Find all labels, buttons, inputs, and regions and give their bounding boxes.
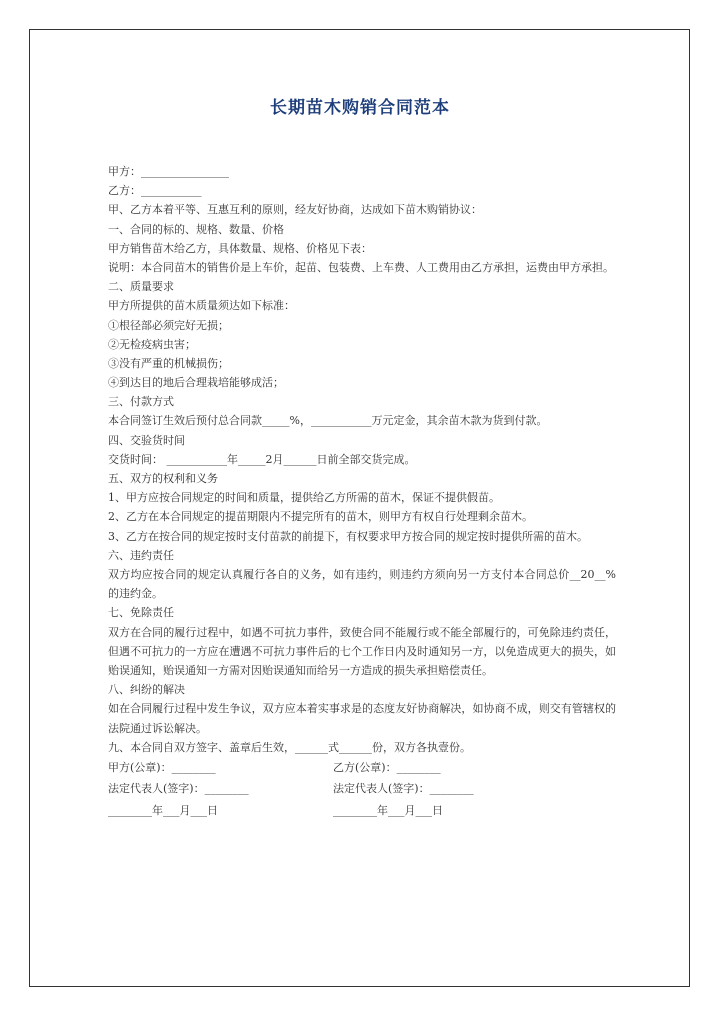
price-note: 说明：本合同苗木的销售价是上车价，起苗、包装费、上车费、人工费用由乙方承担，运费由甲方承担。: [108, 260, 614, 274]
representative-row: [108, 778, 616, 800]
payment-terms: 本合同签订生效后预付总合同款_____%，___________万元定金，其余苗木款为货到付款。: [108, 414, 548, 428]
document-title: 长期苗木购销合同范本: [270, 98, 450, 118]
quality-item-1: ①根径部必须完好无损；: [108, 318, 229, 332]
party-b-seal: 乙方(公章)：________: [333, 760, 441, 774]
dispute-text: 如在合同履行过程中发生争议，双方应本着实事求是的态度友好协商解决，如协商不成，则交有管辖权的法院通过诉讼解决。: [108, 702, 616, 735]
force-majeure-text: 双方在合同的履行过程中，如遇不可抗力事件，致使合同不能履行或不能全部履行的，可免除违约责任，但遇不可抗力的一方应在遭遇不可抗力事件后的七个工作日内及时通知另一方，以免造成更大的损失，如贻误通知，贻误通知一方需对因贻误通知而给另一方造成的损失承担赔偿责任。: [108, 625, 616, 677]
party-b-date: ________年___月___日: [333, 803, 443, 817]
section-7-heading: 七、免除责任: [108, 606, 174, 620]
party-a-date: ________年___月___日: [108, 803, 218, 817]
rights-item-1: 1、甲方应按合同规定的时间和质量，提供给乙方所需的苗木，保证不提供假苗。: [108, 491, 500, 505]
section-3-heading: 三、付款方式: [108, 395, 174, 409]
quality-item-2: ②无检疫病虫害；: [108, 337, 196, 351]
section-2-heading: 二、质量要求: [108, 280, 174, 294]
quality-item-4: ④到达目的地后合理栽培能够成活；: [108, 376, 284, 390]
preamble: 甲、乙方本着平等、互惠互利的原则，经友好协商，达成如下苗木购销协议：: [108, 203, 482, 217]
party-a-line: 甲方：________________: [108, 165, 229, 178]
party-b-line: 乙方：___________: [108, 184, 202, 198]
delivery-time: 交货时间： ___________年_____2月______日前全部交货完成。: [108, 452, 416, 466]
section-6-heading: 六、违约责任: [108, 548, 174, 562]
section-5-heading: 五、双方的权利和义务: [108, 472, 218, 486]
date-row: [108, 800, 616, 822]
section-1-heading: 一、合同的标的、规格、数量、价格: [108, 222, 284, 236]
section-9-text: 九、本合同自双方签字、盖章后生效，______式______份，双方各执壹份。: [108, 740, 471, 754]
party-a-seal: 甲方(公章)：________: [108, 760, 216, 774]
section-4-heading: 四、交验货时间: [108, 433, 185, 447]
rights-item-2: 2、乙方在本合同规定的提苗期限内不提完所有的苗木，则甲方有权自行处理剩余苗木。: [108, 510, 533, 524]
party-b-representative: 法定代表人(签字)：________: [333, 782, 474, 796]
section-8-heading: 八、纠纷的解决: [108, 683, 185, 697]
breach-text: 双方均应按合同的规定认真履行各自的义务，如有违约，则违约方须向另一方支付本合同总价__20__%的违约金。: [108, 567, 616, 601]
quality-intro: 甲方所提供的苗木质量须达如下标准：: [108, 299, 295, 313]
seal-row: [108, 757, 616, 779]
rights-item-3: 3、乙方在按合同的规定按时支付苗款的前提下，有权要求甲方按合同的规定按时提供所需的苗木。: [108, 529, 588, 543]
quality-item-3: ③没有严重的机械损伤；: [108, 356, 229, 370]
party-a-representative: 法定代表人(签字)：________: [108, 782, 249, 796]
contract-body: [108, 162, 616, 821]
section-1-text: 甲方销售苗木给乙方，具体数量、规格、价格见下表：: [108, 241, 372, 255]
